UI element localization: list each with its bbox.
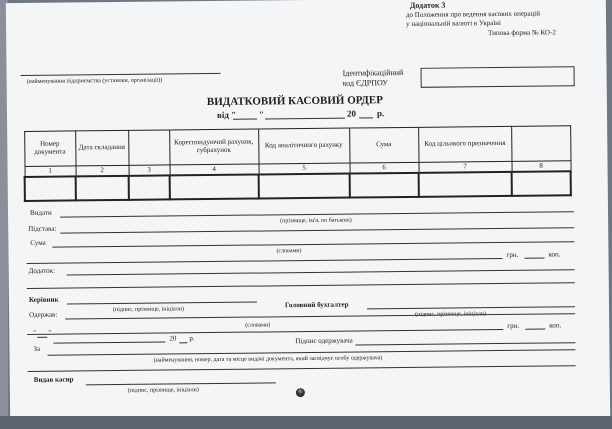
za-line-2[interactable] xyxy=(28,365,576,372)
col-number: 7 xyxy=(419,161,512,172)
receipt-year-suffix: р. xyxy=(189,334,195,343)
org-name-line[interactable] xyxy=(21,73,221,76)
registered-mark-icon: ® xyxy=(296,388,305,397)
annex-line-1: до Положення про ведення касових операцій xyxy=(405,9,541,19)
dodatok-line-2[interactable] xyxy=(27,282,575,289)
date-month-line[interactable] xyxy=(265,118,345,120)
date-day-line[interactable] xyxy=(233,119,257,120)
col-number: 4 xyxy=(170,164,259,175)
vydaty-label: Видати xyxy=(29,208,52,217)
table-header-row xyxy=(24,126,570,167)
vydaty-hint: (прізвище, ім'я, по батькові) xyxy=(280,217,352,225)
header-date: Дата складання xyxy=(75,130,128,166)
suma-line[interactable] xyxy=(52,241,574,247)
suma-line-2[interactable] xyxy=(27,258,503,264)
col-number: 2 xyxy=(76,165,129,176)
za-label: За xyxy=(33,344,41,353)
oderzhav-line[interactable] xyxy=(65,313,575,319)
receipt-date-quote: " xyxy=(33,328,37,337)
date-prefix: від " xyxy=(216,109,237,120)
za-hint: (найменування, номер, дата та місце видачі документа, який засвідчує особу одержувача) xyxy=(153,355,383,364)
header-doc-number: Номер документа xyxy=(24,131,75,167)
header-analytic-account: Код аналітичного рахунку xyxy=(258,128,349,164)
chief-accountant-hint: (підпис, прізвище, ініціали) xyxy=(415,311,487,318)
header-col-8 xyxy=(511,126,570,162)
col-number: 3 xyxy=(129,165,170,176)
date-suffix: р. xyxy=(376,108,385,119)
receipt-day-line[interactable] xyxy=(37,337,47,338)
recipient-signature-line[interactable] xyxy=(355,342,575,345)
col-number: 5 xyxy=(259,163,350,174)
date-mid: " xyxy=(258,109,265,120)
cash-order-form xyxy=(6,0,610,423)
suma-grn: грн. xyxy=(506,250,519,259)
cashier-label: Видав касир xyxy=(33,375,74,384)
receipt-month-line[interactable] xyxy=(53,342,165,344)
date-year: 20 xyxy=(346,108,357,119)
header-purpose-code: Код цільового призначення xyxy=(418,126,511,162)
suma-hint: (словами) xyxy=(276,248,302,255)
document-title: ВИДАТКОВИЙ КАСОВИЙ ОРДЕР xyxy=(206,94,383,109)
entry-cell[interactable] xyxy=(129,175,170,199)
receipt-year-line[interactable] xyxy=(179,342,187,343)
entry-cell[interactable] xyxy=(76,176,129,201)
suma-kop-line[interactable] xyxy=(525,258,545,259)
pidstava-line[interactable] xyxy=(60,227,574,233)
date-year-line[interactable] xyxy=(359,117,373,118)
id-code-box[interactable] xyxy=(421,66,575,88)
receipt-year: 20 xyxy=(169,334,177,343)
cashier-hint: (підпис, прізвище, ініціали) xyxy=(127,387,199,394)
annex-title: Додаток 3 xyxy=(409,0,446,10)
oderzhav-label: Одержав: xyxy=(29,310,58,319)
vydaty-line[interactable] xyxy=(60,211,574,217)
oderzhav-grn: грн. xyxy=(507,321,520,330)
kerivnyk-hint: (підпис, прізвище, ініціали) xyxy=(113,306,185,314)
kerivnyk-label: Керівник xyxy=(28,295,59,304)
col-number: 8 xyxy=(512,161,571,172)
col-number: 1 xyxy=(25,166,76,177)
oderzhav-kop-line[interactable] xyxy=(525,329,545,330)
recipient-signature-label: Підпис одержувача xyxy=(295,336,353,346)
suma-kop: коп. xyxy=(548,250,561,259)
entry-cell[interactable] xyxy=(170,175,259,200)
dodatok-label: Додаток: xyxy=(28,266,56,275)
entry-cell[interactable] xyxy=(419,172,512,197)
org-name-caption: (найменування підприємства (установи, організації)) xyxy=(26,77,163,85)
chief-accountant-label: Головний бухгалтер xyxy=(284,300,349,310)
suma-label: Сума xyxy=(30,238,46,247)
oderzhav-kop: коп. xyxy=(549,321,562,330)
oderzhav-line-2[interactable] xyxy=(27,329,503,335)
table-entry-row xyxy=(25,171,571,201)
pidstava-label: Підстава: xyxy=(28,224,57,233)
chief-accountant-signature-line[interactable] xyxy=(367,306,575,309)
order-table xyxy=(23,125,572,202)
kerivnyk-signature-line[interactable] xyxy=(67,302,257,305)
id-code-label-1: Ідентифікаційний xyxy=(342,67,404,78)
header-sum: Сума xyxy=(349,127,418,163)
entry-cell[interactable] xyxy=(512,171,571,196)
header-col-3 xyxy=(128,130,169,165)
col-number: 6 xyxy=(350,162,419,173)
header-corresponding-account: Кореспондуючий рахунок, субрахунок xyxy=(169,129,258,165)
receipt-date-quote-2: " xyxy=(48,328,52,337)
dodatok-line[interactable] xyxy=(67,269,575,275)
table-surface xyxy=(0,416,612,429)
entry-cell[interactable] xyxy=(350,173,419,198)
form-type: Типова форма № КО-2 xyxy=(488,28,556,38)
za-line[interactable] xyxy=(48,349,576,356)
oderzhav-words-hint: (словами) xyxy=(245,322,271,329)
cashier-signature-line[interactable] xyxy=(86,382,276,385)
entry-cell[interactable] xyxy=(25,176,76,201)
entry-cell[interactable] xyxy=(259,174,350,199)
annex-line-2: у національній валюті в Україні xyxy=(406,18,501,28)
id-code-label-2: код ЄДРПОУ xyxy=(342,78,388,88)
